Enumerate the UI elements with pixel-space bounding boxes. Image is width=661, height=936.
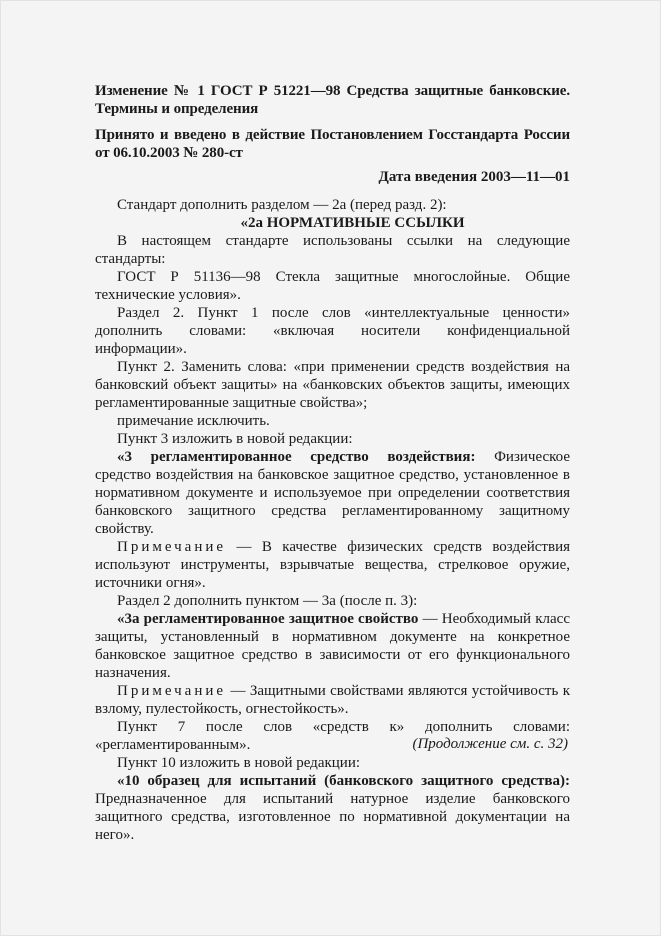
paragraph: Стандарт дополнить разделом — 2а (перед разд. 2):	[117, 197, 447, 213]
note-label: Примечание	[117, 539, 227, 555]
paragraph: Пункт 7 после слов «средств к» дополнить словами: «регламентированным».	[95, 719, 570, 753]
paragraph: ГОСТ Р 51136—98 Стекла защитные многослойные. Общие технические условия».	[95, 269, 570, 303]
definition-term: «3а регламентированное защитное свойство	[117, 611, 419, 627]
definition-text: Предназначенное для испытаний натурное изделие банковского защитного средства, изготовленное по нормативной документации на него».	[95, 791, 570, 843]
definition-term: «10 образец для испытаний (банковского защитного средства):	[117, 773, 570, 789]
definition-paragraph	[95, 772, 570, 844]
continuation-note: (Продолжение см. с. 32)	[412, 736, 568, 752]
paragraph: примечание исключить.	[117, 413, 270, 429]
paragraph: Пункт 2. Заменить слова: «при применении средств воздействия на банковский объект защиты» на «банковских объектов защиты, имеющих регламентированные защитные свойства»;	[95, 359, 570, 411]
note-text: — В качестве физических средств воздействия используют инструменты, взрывчатые вещества, стрелковое оружие, источники огня».	[95, 539, 570, 591]
note-text: — Защитными свойствами являются устойчивость к взлому, пулестойкость, огнестойкость».	[95, 683, 570, 717]
note-paragraph	[95, 538, 570, 592]
note-paragraph	[95, 682, 570, 718]
definition-text: Физическое средство воздействия на банковское защитное средство, установленное в нормативном документе и используемое при определении соответствия банковского защитного средства регламентированному защитному свойству.	[95, 449, 570, 537]
definition-text: — Необходимый класс защиты, установленный в нормативном документе на конкретное банковское защитное средство в зависимости от его функционального назначения.	[95, 611, 570, 681]
paragraph: Пункт 3 изложить в новой редакции:	[117, 431, 353, 447]
note-label: Примечание	[117, 683, 227, 699]
paragraph: Раздел 2. Пункт 1 после слов «интеллектуальные ценности» дополнить словами: «включая носители конфиденциальной информации».	[95, 305, 570, 357]
definition-paragraph	[95, 448, 570, 538]
definition-term: «3 регламентированное средство воздействия:	[117, 449, 476, 465]
amendment-title: Изменение № 1 ГОСТ Р 51221—98 Средства защитные банковские. Термины и определения	[95, 83, 570, 117]
section-title: «2а НОРМАТИВНЫЕ ССЫЛКИ	[240, 215, 465, 231]
paragraph: Пункт 10 изложить в новой редакции:	[117, 755, 361, 771]
adoption-statement: Принято и введено в действие Постановлением Госстандарта России от 06.10.2003 № 280-ст	[95, 127, 570, 161]
definition-paragraph	[95, 610, 570, 682]
paragraph: Раздел 2 дополнить пунктом — 3а (после п. 3):	[117, 593, 418, 609]
effective-date: Дата введения 2003—11—01	[378, 169, 570, 185]
paragraph: В настоящем стандарте использованы ссылки на следующие стандарты:	[95, 233, 570, 267]
document-body	[95, 82, 570, 844]
